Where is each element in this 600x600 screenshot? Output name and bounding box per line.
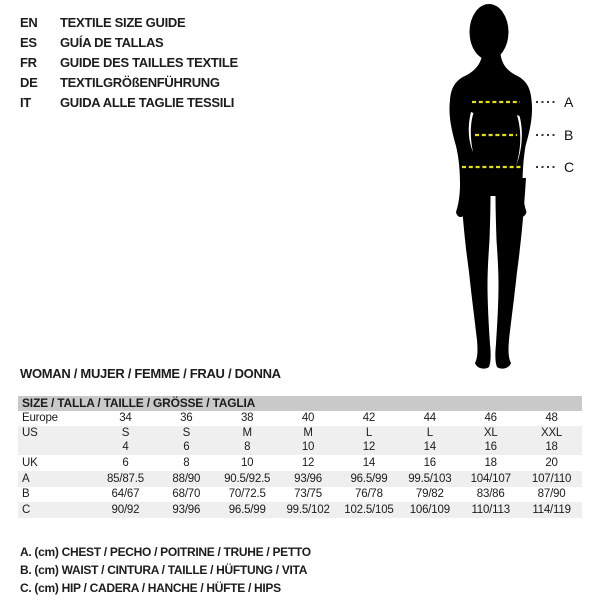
table-cell: 18 — [545, 441, 558, 453]
table-cell: M — [242, 427, 252, 439]
language-guide — [20, 13, 238, 113]
lang-row-es — [20, 33, 238, 53]
table-cell: 99.5/102 — [286, 504, 330, 516]
table-cell: 70/72.5 — [228, 488, 266, 500]
lang-title: TEXTILE SIZE GUIDE — [60, 15, 186, 30]
lang-code: DE — [20, 75, 38, 90]
measurement-legend — [20, 543, 311, 597]
marker-label-c: C — [564, 159, 575, 175]
table-cell: 18 — [484, 457, 497, 469]
table-cell: 14 — [423, 441, 437, 453]
table-cell: 4 — [122, 441, 129, 453]
row-label: C — [22, 504, 31, 516]
table-cell: 76/78 — [355, 488, 383, 500]
table-cell: 110/113 — [471, 504, 510, 516]
table-cell: L — [365, 427, 373, 439]
table-cell: 73/75 — [294, 488, 322, 500]
legend-hip: C. (cm) HIP / CADERA / HANCHE / HÜFTE / HIPS — [20, 581, 281, 595]
table-cell: 96.5/99 — [350, 473, 388, 485]
table-row-europe — [18, 411, 582, 426]
table-cell: 14 — [362, 457, 376, 469]
table-cell: 83/86 — [476, 488, 505, 500]
lang-title: GUÍA DE TALLAS — [60, 35, 164, 50]
lang-row-en — [20, 13, 238, 33]
table-cell: 40 — [301, 412, 315, 424]
marker-label-b: B — [564, 127, 574, 143]
table-cell: 48 — [545, 412, 558, 424]
table-cell: 8 — [183, 457, 190, 469]
table-row-waist-b — [18, 487, 582, 502]
table-row-us — [18, 426, 582, 455]
table-cell: XXL — [540, 427, 563, 439]
table-cell: 16 — [423, 457, 437, 469]
table-cell: L — [426, 427, 433, 439]
lang-title: GUIDA ALLE TAGLIE TESSILI — [60, 95, 235, 110]
table-cell: 10 — [240, 457, 254, 469]
lang-title: GUIDE DES TAILLES TEXTILE — [60, 55, 238, 70]
size-table-header: SIZE / TALLA / TAILLE / GRÖSSE / TAGLIA — [18, 396, 582, 411]
table-cell: 99.5/103 — [408, 473, 452, 485]
table-cell: 104/107 — [470, 473, 511, 485]
table-cell: 96.5/99 — [228, 504, 266, 516]
table-cell: 36 — [180, 412, 193, 424]
lang-row-de — [20, 73, 238, 93]
table-cell: 44 — [423, 412, 437, 424]
table-cell: 6 — [122, 457, 129, 469]
table-cell: 20 — [545, 457, 558, 469]
table-row-hip-c — [18, 502, 582, 518]
lang-row-it — [20, 93, 238, 113]
row-label: B — [22, 488, 30, 500]
table-cell: 64/67 — [111, 488, 140, 500]
lang-code: ES — [20, 35, 37, 50]
legend-chest: A. (cm) CHEST / PECHO / POITRINE / TRUHE / PETTO — [20, 545, 311, 559]
table-cell: 46 — [484, 412, 497, 424]
table-cell: 90.5/92.5 — [224, 473, 271, 485]
table-cell: 42 — [362, 412, 376, 424]
row-label: Europe — [22, 412, 58, 424]
table-cell: 106/109 — [409, 504, 450, 516]
table-cell: 68/70 — [172, 488, 201, 500]
table-cell: 114/119 — [532, 504, 571, 516]
row-label-empty — [18, 440, 95, 455]
table-cell: S — [121, 427, 130, 439]
table-cell: 34 — [119, 412, 132, 424]
table-cell: 16 — [484, 441, 497, 453]
size-table — [18, 396, 582, 518]
table-cell: 12 — [362, 441, 376, 453]
row-label: A — [22, 473, 30, 485]
woman-silhouette-icon — [425, 0, 595, 375]
table-row-chest-a — [18, 471, 582, 487]
table-cell: 38 — [240, 412, 254, 424]
table-cell: 8 — [244, 441, 251, 453]
table-cell: 6 — [183, 441, 190, 453]
legend-waist: B. (cm) WAIST / CINTURA / TAILLE / HÜFTUNG / VITA — [20, 563, 308, 577]
table-cell: 85/87.5 — [106, 473, 144, 485]
lang-title: TEXTILGRÖßENFÜHRUNG — [60, 75, 220, 90]
table-cell: 87/90 — [537, 488, 566, 500]
table-cell: 10 — [301, 441, 315, 453]
table-cell: 93/96 — [172, 504, 201, 516]
table-cell: XL — [483, 427, 498, 439]
table-cell: 107/110 — [531, 473, 572, 485]
lang-code: IT — [20, 95, 31, 110]
table-row-uk — [18, 455, 582, 471]
table-cell: M — [303, 427, 313, 439]
row-label: UK — [22, 457, 38, 469]
woman-silhouette-figure — [425, 0, 595, 375]
table-cell: 88/90 — [172, 473, 201, 485]
table-cell: 90/92 — [111, 504, 140, 516]
table-cell: 93/96 — [294, 473, 322, 485]
lang-code: EN — [20, 15, 38, 30]
table-cell: 102.5/105 — [344, 504, 394, 516]
section-title-woman: WOMAN / MUJER / FEMME / FRAU / DONNA — [20, 366, 281, 381]
lang-code: FR — [20, 55, 37, 70]
marker-label-a: A — [564, 94, 574, 110]
table-cell: 12 — [301, 457, 315, 469]
row-label: US — [22, 427, 38, 439]
table-cell: S — [182, 427, 191, 439]
table-cell: 79/82 — [415, 488, 444, 500]
lang-row-fr — [20, 53, 238, 73]
